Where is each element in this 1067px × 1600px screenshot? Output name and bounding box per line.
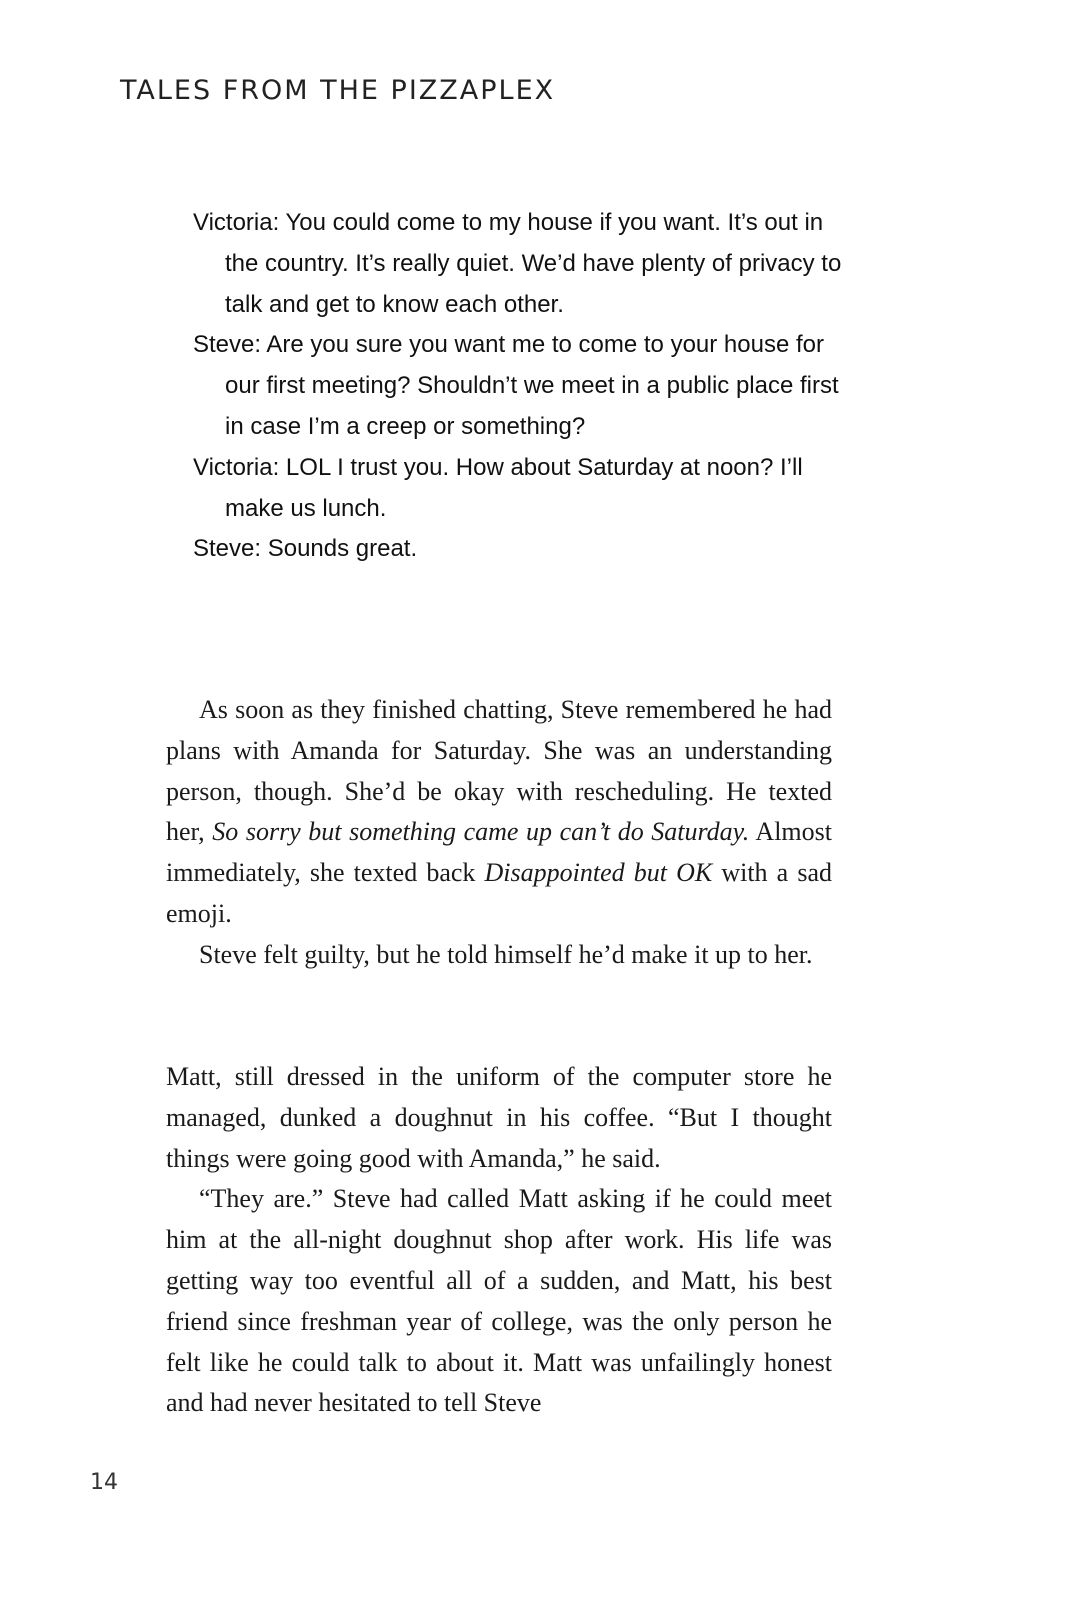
chat-transcript: [193, 203, 853, 570]
italic-text-message: Disappointed but OK: [484, 858, 713, 888]
italic-text-message: So sorry but something came up can’t do Saturday.: [212, 817, 750, 847]
paragraph: [166, 690, 832, 935]
text-run: with a sad emoji.: [166, 858, 833, 928]
text-run: As soon as they finished chatting, Steve remembered he had plans with Amanda for Saturday. She was an understanding person, though. She’d be okay with rescheduling. He texted her,: [166, 695, 832, 847]
text-run: Almost immediately, she texted back: [166, 817, 832, 888]
section-2: [166, 1057, 832, 1424]
paragraph: Matt, still dressed in the uniform of the computer store he managed, dunked a doughnut in his coffee. “But I thought things were going good with Amanda,” he said.: [166, 1062, 832, 1173]
paragraph: Steve felt guilty, but he told himself he’d make it up to her.: [199, 939, 813, 969]
chat-message: Victoria: LOL I trust you. How about Saturday at noon? I’ll make us lunch.: [193, 453, 803, 522]
chat-message: Victoria: You could come to my house if you want. It’s out in the country. It’s really quiet. We’d have plenty of privacy to talk and get to know each other.: [193, 209, 842, 318]
section-1: [166, 690, 832, 976]
paragraph: “They are.” Steve had called Matt asking if he could meet him at the all-night doughnut shop after work. His life was getting way too eventful all of a sudden, and Matt, his best friend since freshman year of college, was the only person he felt like he could talk to about it. Matt was unfailingly honest and had never hesitated to tell Steve: [166, 1184, 832, 1418]
chat-message: Steve: Are you sure you want me to come to your house for our first meeting? Shouldn’t we meet in a public place first in case I’m a creep or something?: [193, 331, 839, 440]
running-head: TALES FROM THE PIZZAPLEX: [120, 75, 556, 106]
chat-message: Steve: Sounds great.: [193, 535, 418, 563]
page-number: 14: [90, 1470, 118, 1495]
